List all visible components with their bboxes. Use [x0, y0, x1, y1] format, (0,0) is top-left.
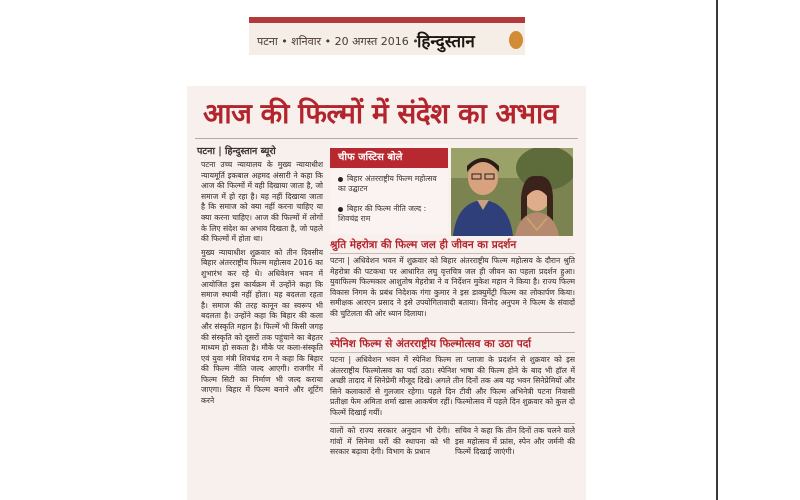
headline-rule [195, 138, 578, 139]
article-headline: आज की फिल्मों में संदेश का अभाव [203, 97, 558, 130]
article-photo [451, 148, 573, 236]
article-left-column [201, 160, 323, 414]
article-bottom-right: सचिव ने कहा कि तीन दिनों तक चलने वाले इस महोत्सव में फ्रांस, स्पेन और जर्मनी की फिल्में दिखाई जाएंगी। [455, 426, 575, 457]
chief-justice-item [338, 174, 446, 194]
masthead-red-bar [249, 17, 525, 23]
chief-justice-item-text: बिहार की फिल्म नीति जल्द : शिवचंद्र राम [338, 204, 427, 223]
page-divider-line [716, 0, 718, 500]
article-paragraph: पटना उच्च न्यायालय के मुख्य न्यायाधीश न्यायमूर्ति इकबाल अहमद अंसारी ने कहा कि आज की फिल्मों में वही दिखाया जाता है, जो समाज में हो रहा है। यह नहीं दिखाया जाता है कि समाज को क्या नहीं करना चाहिए या क्या करना चाहिए। आज की फिल्मों में लोगों के लिए संदेश का अभाव दिखता है, जो पहले की फिल्मों में होता था। [201, 160, 323, 244]
masthead-brand: हिन्दुस्तान [417, 32, 475, 52]
masthead-dateline: पटना • शनिवार • 20 अगस्त 2016 • [257, 35, 419, 48]
newspaper-masthead [249, 17, 525, 55]
story2-body: पटना | अधिवेशन भवन में स्पेनिश फिल्म ला प्लाजा के प्रदर्शन से शुक्रवार को इस अंतरराष्ट्रीय फिल्मोत्सव का पर्दा उठा। स्पेनिश भाषा की फिल्म होने के बाद भी हॉल में अच्छी तादाद में सिनेप्रेमी मौजूद दिखे। अगले तीन दिनों तक अब यह भवन सिनेप्रेमियों और सिने कलाकारों से गुलजार रहेगा। पहले दिन टीवी और फिल्म अभिनेत्री पटना निवासी प्रतीक्षा फेम अमिता शर्मा खास आकर्षण रहीं। फिल्मोत्सव में पहले दिन शुक्रवार को कुल दो फिल्में दिखाई गयीं। [330, 355, 575, 417]
story2-title: स्पेनिश फिल्म से अंतरराष्ट्रीय फिल्मोत्सव का उठा पर्दा [330, 338, 532, 350]
news-clipping [187, 86, 586, 491]
bullet-dot-icon [338, 177, 343, 182]
bullet-dot-icon [338, 207, 343, 212]
chief-justice-item-text: बिहार अंतरराष्ट्रीय फिल्म महोत्सव का उद्घाटन [338, 174, 437, 193]
article-bottom-middle: वालों को राज्य सरकार अनुदान भी देगी। गांवों में सिनेमा घरों की स्थापना को भी सरकार बढ़ावा देगी। विभाग के प्रधान [330, 426, 450, 457]
chief-justice-box [330, 144, 448, 234]
clipping-bottom-edge [187, 491, 586, 500]
story1-rule [330, 253, 575, 254]
chief-justice-box-title: चीफ जस्टिस बोले [330, 148, 448, 168]
chief-justice-item [338, 204, 446, 224]
story2-bottom-rule [330, 423, 575, 424]
article-byline: पटना | हिन्दुस्तान ब्यूरो [197, 146, 276, 157]
photo-illustration [451, 148, 573, 236]
newspaper-emblem-icon [509, 31, 523, 49]
article-paragraph: मुख्य न्यायाधीश शुक्रवार को तीन दिवसीय बिहार अंतरराष्ट्रीय फिल्म महोत्सव 2016 का शुभारंभ कर रहे थे। अधिवेशन भवन में आयोजित इस कार्यक्रम में उन्होंने कहा कि समाज स्थायी नहीं होता। यह बदलता रहता है। समाज की तरह कानून का स्वरूप भी बदलता है। उन्होंने कहा कि बिहार की कला और संस्कृति महान है। फिल्में भी किसी जगह की संस्कृति को दूसरों तक पहुंचाने का बेहतर माध्यम हो सकता है। मौके पर कला-संस्कृति एवं युवा मंत्री शिवचंद्र राम ने कहा कि बिहार की फिल्म नीति जल्द आएगी। राजगीर में फिल्म सिटी का निर्माण भी जल्द कराया जाएगा। बिहार में फिल्म बनाने और शूटिंग करने [201, 247, 323, 406]
story1-title: श्रुति मेहरोत्रा की फिल्म जल ही जीवन का प्रदर्शन [330, 239, 517, 251]
story-divider [330, 332, 575, 333]
story2-rule [330, 352, 575, 353]
story1-body: पटना | अधिवेशन भवन में शुक्रवार को बिहार अंतरराष्ट्रीय फिल्म महोत्सव के दौरान श्रुति मेहरोत्रा की पटकथा पर आधारित लघु वृत्तचित्र जल ही जीवन का पहला प्रदर्शन हुआ। युवाफिल्म फिल्मकार आशुतोष मेहरोत्रा ने व निर्देशन मुकेश महान ने किया है। राज्य फिल्म विकास निगम के प्रबंध निदेशक गंगा कुमार ने इस डाक्युमेंट्री फिल्म का लोकार्पण किया। समीक्षक आरएन प्रसाद ने इसे उपयोगितावादी बताया। विनोद अनुपम ने फिल्म के संवादों की चुटिलता की ओर ध्यान दिलाया। [330, 256, 575, 318]
